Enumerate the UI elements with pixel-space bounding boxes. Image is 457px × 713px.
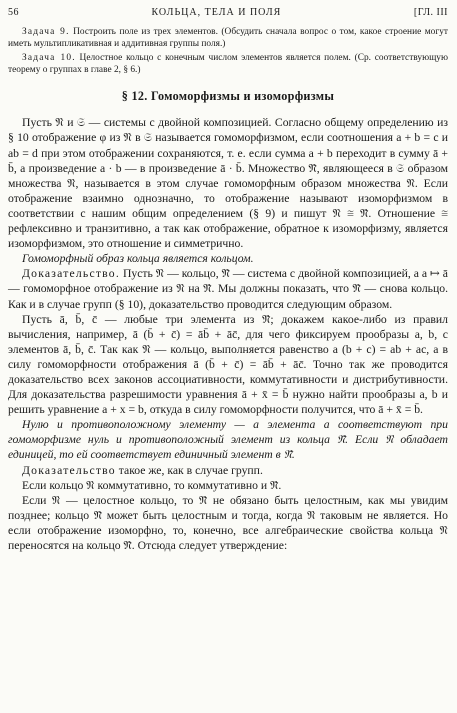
paragraph-text: Если кольцо 𝔑 коммутативно, то коммутативно и 𝔑̄. (22, 478, 282, 492)
paragraph-text: Гомоморфный образ кольца является кольцом. (22, 252, 254, 266)
proof-paragraph (8, 463, 448, 478)
section-title: § 12. Гомоморфизмы и изоморфизмы (121, 89, 335, 104)
body-paragraph (8, 478, 448, 493)
task-label: Задача 10. (22, 53, 76, 64)
task-10 (8, 53, 448, 76)
section-body (8, 115, 448, 553)
theorem-statement (8, 417, 448, 462)
paragraph-text: такое же, как в случае групп. (118, 463, 263, 477)
chapter-marker: [ГЛ. III (413, 7, 448, 18)
paragraph-text: Пусть ā, b̄, c̄ — любые три элемента из 𝔑̄; докажем какое-либо из правил вычисления, например, ā (b̄ + c̄) = āb̄ + āc̄, для чего фиксируем прообразы a, b, c элементов ā, b̄, c̄. Так как 𝔑 — кольцо, выполняется равенство a (b + c) = ab + ac, а в силу гомоморфности отображения ā (b̄ + c̄) = āb̄ + āc̄. Точно так же проводится доказательство всех законов ассоциативности, коммутативности и дистрибутивности. Для доказательства разрешимости уравнения ā + x̄ = b̄ нужно найти прообразы a, b и решить уравнение a + x = b, откуда в силу гомоморфности получится, что ā + x̄ = b̄. (8, 312, 448, 417)
page-number: 56 (8, 7, 19, 18)
body-paragraph (8, 312, 448, 418)
running-title: КОЛЬЦА, ТЕЛА И ПОЛЯ (151, 7, 282, 18)
task-9 (8, 27, 448, 50)
task-text: Целостное кольцо с конечным числом элементов является полем. (Ср. соответствующую теорему о группах в главе 2, § 6.) (8, 53, 448, 75)
paragraph-text: Нулю и противоположному элементу — a элемента a соответствуют при гомоморфизме нуль и противоположный элемент из кольца 𝔑̄. Если 𝔑 обладает единицей, то ей соответствует единичный элемент в 𝔑̄. (8, 418, 448, 462)
proof-label: Доказательство. (22, 267, 120, 281)
running-header (8, 6, 448, 19)
paragraph-text: Пусть 𝔑 и 𝔖 — системы с двойной композицией. Согласно общему определению из § 10 отображение φ из 𝔑 в 𝔖 называется гомоморфизмом, если соотношения a + b = c и ab = d при этом отображении сохраняются, т. е. если сумма a + b переходит в сумму ā + b̄, а произведение a · b — в произведение ā · b̄. Множество 𝔑̄, являющееся в 𝔖 образом множества 𝔑, называется в этом случае гомоморфным образом множества 𝔑. Если отображение взаимно однозначно, то отображение называют изоморфизмом в соответствии с нашим общим определением (§ 9) и пишут 𝔑 ≅ 𝔑̄. Отношение ≅ рефлексивно и транзитивно, а так как отображение, обратное к изоморфизму, является изоморфизмом, это отношение и симметрично. (8, 116, 448, 251)
task-text: Построить поле из трех элементов. (Обсудить сначала вопрос о том, какое строение могут иметь мультипликативная и аддитивная группы поля.) (8, 27, 448, 49)
task-label: Задача 9. (22, 27, 70, 37)
paragraph-text: Если 𝔑 — целостное кольцо, то 𝔑̄ не обязано быть целостным, как мы увидим позднее; кольцо 𝔑̄ может быть целостным и тогда, когда 𝔑 таковым не является. Но если отображение изоморфно, то, конечно, все алгебраические свойства кольца 𝔑 переносятся на кольцо 𝔑̄. Отсюда следует утверждение: (8, 493, 448, 552)
body-paragraph (8, 115, 448, 251)
proof-paragraph (8, 266, 448, 311)
proof-label: Доказательство (22, 463, 116, 477)
body-paragraph (8, 493, 448, 553)
theorem-statement (8, 251, 448, 266)
paragraph-text: Пусть 𝔑 — кольцо, 𝔑̄ — система с двойной композицией, а a ↦ ā — гомоморфное отображение из 𝔑 на 𝔑̄. Мы должны показать, что 𝔑̄ — снова кольцо. Как и в случае групп (§ 10), доказательство проводится следующим образом. (8, 267, 448, 311)
